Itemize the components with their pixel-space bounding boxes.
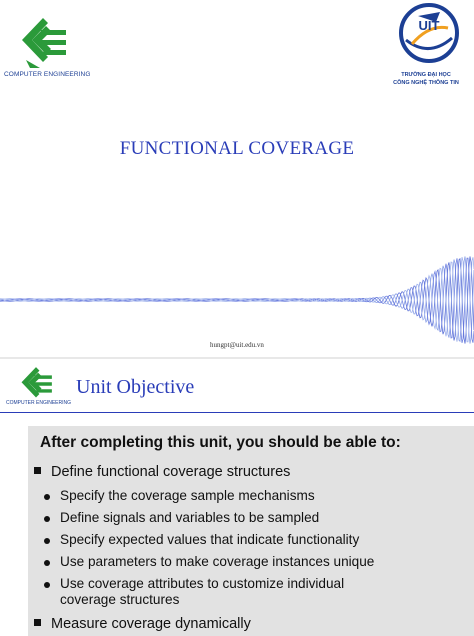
author-email: hungpt@uit.edu.vn [210,341,264,349]
square-bullet-icon [34,467,41,474]
slide-divider [0,357,474,359]
square-bullet-icon [34,619,41,626]
objective-item [34,616,251,632]
slide-title: FUNCTIONAL COVERAGE [119,138,355,159]
sub-objective-item: Specify the coverage sample mechanisms [60,488,315,504]
sub-objective-item: Specify expected values that indicate functionality [60,532,359,548]
slide-title: Unit Objective [76,376,195,398]
uit-name-line2: CÔNG NGHỆ THÔNG TIN [393,80,459,86]
objectives-panel [28,426,474,636]
intro-text: After completing this unit, you should be able to: [40,434,401,451]
uit-name-line1: TRƯỜNG ĐẠI HỌC [401,72,451,78]
bullet-dot-icon [44,494,50,500]
objective-text: Define functional coverage structures [51,464,291,480]
logo-caption: COMPUTER ENGINEERING [4,71,91,78]
bullet-dot-icon [44,560,50,566]
sub-objective-item: Use coverage attributes to customize individual [60,576,344,592]
uit-abbrev: UIT [418,18,440,33]
sub-objective-item: Use parameters to make coverage instances unique [60,554,374,570]
logo-caption: COMPUTER ENGINEERING [6,400,72,406]
bullet-dot-icon [44,538,50,544]
bullet-dot-icon [44,582,50,588]
sub-objective-item: Define signals and variables to be sampled [60,510,319,526]
computer-engineering-logo [18,12,68,70]
wave-line [0,256,474,343]
title-rule [0,412,474,413]
computer-engineering-logo [18,363,54,403]
objective-slide [0,360,474,632]
objective-item [34,464,290,480]
bullet-dot-icon [44,516,50,522]
objective-text: Measure coverage dynamically [51,616,251,632]
uit-logo [398,2,460,64]
sub-objective-continuation: coverage structures [60,592,180,607]
